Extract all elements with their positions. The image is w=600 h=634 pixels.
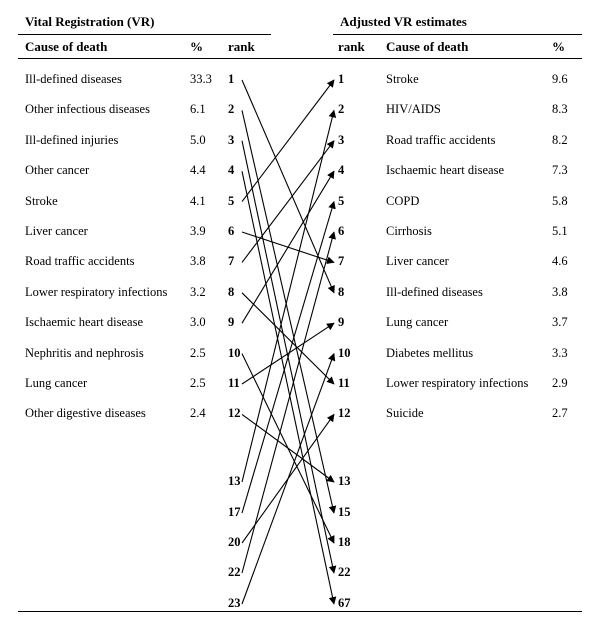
right-col-rank-header: rank (338, 39, 365, 54)
left-pct-cell: 4.1 (190, 193, 206, 208)
right-rank-cell: 2 (338, 102, 345, 117)
left-rank-cell: 13 (228, 474, 241, 488)
rank-arrow (242, 141, 334, 263)
right-cause-cell: Liver cancer (386, 254, 449, 269)
left-pct-cell: 3.9 (190, 224, 206, 238)
left-section-title: Vital Registration (VR) (25, 14, 155, 29)
rank-arrow (242, 354, 334, 604)
right-rank-cell: 22 (338, 565, 351, 579)
left-rank-cell: 4 (228, 163, 235, 178)
right-cause-cell: Suicide (386, 406, 424, 421)
right-cause-cell: Road traffic accidents (386, 132, 496, 147)
rank-arrow (242, 80, 334, 202)
left-rank-cell: 23 (228, 596, 241, 610)
right-cause-cell: Ischaemic heart disease (386, 163, 504, 178)
left-rank-cell: 10 (228, 345, 241, 360)
right-col-cause-header: Cause of death (386, 39, 469, 54)
right-rank-cell: 9 (338, 315, 345, 330)
right-col-pct-header: % (552, 39, 565, 54)
right-rank-cell: 8 (338, 284, 345, 299)
left-rank-cell: 11 (228, 376, 240, 390)
right-pct-cell: 4.6 (552, 254, 568, 269)
right-cause-cell: COPD (386, 193, 420, 208)
right-rank-cell: 6 (338, 224, 345, 238)
left-pct-cell: 2.5 (190, 376, 206, 390)
left-col-rank-header: rank (228, 39, 255, 54)
rank-arrow (242, 232, 334, 573)
right-rank-cell: 4 (338, 163, 345, 178)
rank-arrow (242, 80, 334, 293)
left-rank-cell: 20 (228, 535, 241, 549)
left-pct-cell: 4.4 (190, 163, 206, 178)
right-cause-cell: HIV/AIDS (386, 102, 441, 117)
right-pct-cell: 5.8 (552, 193, 568, 208)
left-rank-cell: 17 (228, 505, 241, 519)
left-rank-cell: 5 (228, 193, 235, 208)
right-cause-cell: Ill-defined diseases (386, 284, 483, 299)
right-pct-cell: 9.6 (552, 72, 568, 86)
left-cause-cell: Lung cancer (25, 376, 88, 390)
left-pct-cell: 3.8 (190, 254, 206, 269)
left-cause-cell: Other digestive diseases (25, 406, 146, 421)
left-pct-cell: 3.2 (190, 284, 206, 299)
right-pct-cell: 5.1 (552, 224, 568, 238)
left-cause-cell: Road traffic accidents (25, 254, 135, 269)
right-pct-cell: 3.7 (552, 315, 568, 330)
right-pct-cell: 8.2 (552, 132, 568, 147)
right-cause-cell: Cirrhosis (386, 224, 432, 238)
rank-arrow (242, 110, 334, 513)
right-rank-cell: 10 (338, 345, 351, 360)
left-rank-cell: 22 (228, 565, 241, 579)
left-cause-cell: Nephritis and nephrosis (25, 345, 144, 360)
right-rank-cell: 3 (338, 132, 345, 147)
right-cause-cell: Lower respiratory infections (386, 376, 529, 390)
left-pct-cell: 33.3 (190, 72, 212, 86)
left-pct-cell: 6.1 (190, 102, 206, 117)
left-rank-cell: 9 (228, 315, 235, 330)
left-pct-cell: 5.0 (190, 132, 206, 147)
left-rank-cell: 8 (228, 284, 235, 299)
right-rank-cell: 18 (338, 535, 351, 549)
rank-arrow (242, 293, 334, 384)
left-pct-cell: 2.4 (190, 406, 206, 421)
right-rank-cell: 12 (338, 406, 351, 421)
left-cause-cell: Lower respiratory infections (25, 284, 168, 299)
right-rank-cell: 15 (338, 505, 351, 519)
right-pct-cell: 8.3 (552, 102, 568, 117)
rank-arrow (242, 110, 334, 482)
right-rank-cell: 7 (338, 254, 345, 269)
left-rank-cell: 6 (228, 224, 235, 238)
table-bottom-rule (18, 611, 582, 612)
right-pct-cell: 2.9 (552, 376, 568, 390)
right-pct-cell: 7.3 (552, 163, 568, 178)
left-cause-cell: Other cancer (25, 163, 90, 178)
left-pct-cell: 2.5 (190, 345, 206, 360)
right-cause-cell: Lung cancer (386, 315, 449, 330)
right-rank-cell: 5 (338, 193, 345, 208)
rank-arrow (242, 323, 334, 384)
left-cause-cell: Ill-defined injuries (25, 132, 119, 147)
left-col-pct-header: % (190, 39, 203, 54)
left-rank-cell: 7 (228, 254, 235, 269)
left-rank-cell: 3 (228, 132, 235, 147)
left-rank-cell: 2 (228, 102, 235, 117)
left-col-cause-header: Cause of death (25, 39, 108, 54)
right-rank-cell: 11 (338, 376, 350, 390)
right-cause-cell: Diabetes mellitus (386, 345, 474, 360)
right-rank-cell: 1 (338, 72, 345, 86)
right-rank-cell: 67 (338, 596, 351, 610)
right-pct-cell: 3.8 (552, 284, 568, 299)
left-rank-cell: 12 (228, 406, 241, 421)
right-section-title: Adjusted VR estimates (340, 14, 467, 29)
right-pct-cell: 3.3 (552, 345, 568, 360)
left-cause-cell: Ill-defined diseases (25, 72, 122, 86)
right-rank-cell: 13 (338, 474, 351, 488)
left-cause-cell: Other infectious diseases (25, 102, 150, 117)
left-rank-cell: 1 (228, 72, 235, 86)
right-cause-cell: Stroke (386, 72, 419, 86)
right-pct-cell: 2.7 (552, 406, 568, 421)
left-cause-cell: Liver cancer (25, 224, 88, 238)
left-pct-cell: 3.0 (190, 315, 206, 330)
rank-arrow (242, 202, 334, 513)
left-cause-cell: Ischaemic heart disease (25, 315, 143, 330)
left-cause-cell: Stroke (25, 193, 58, 208)
